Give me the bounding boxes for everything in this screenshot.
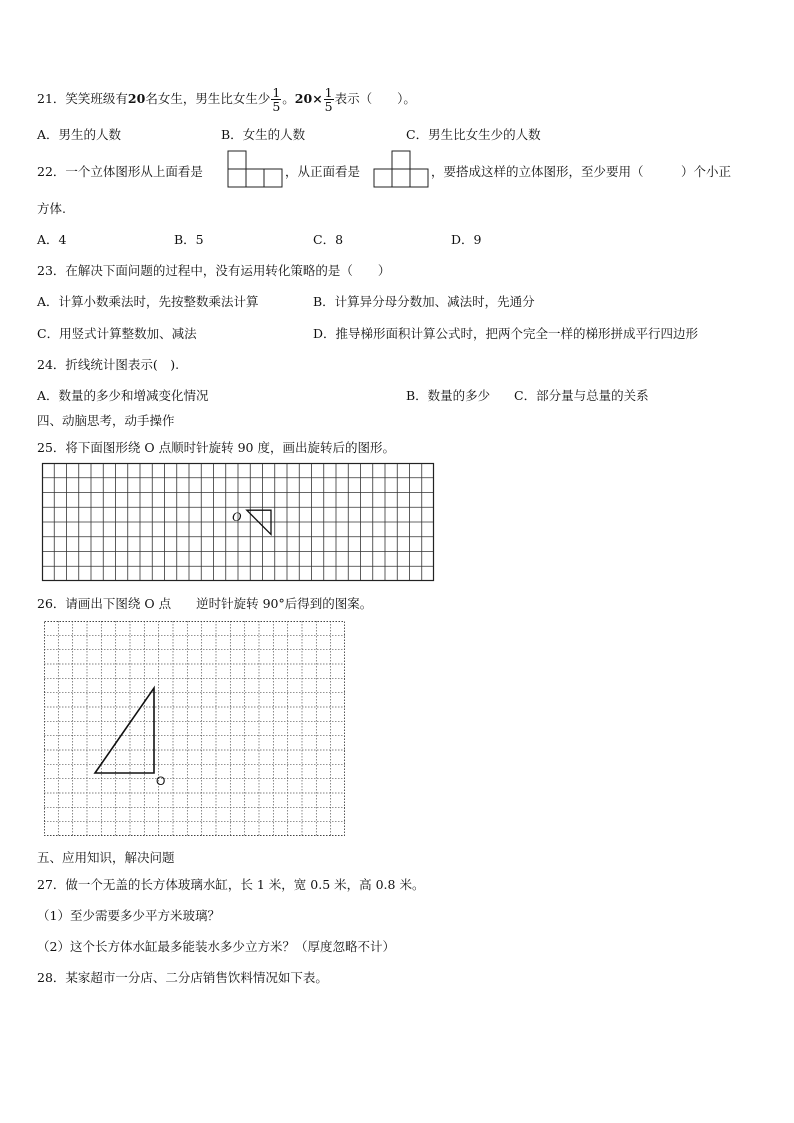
q21-mid: 名女生，男生比女生少 [145,91,271,106]
section-5-heading: 五、应用知识，解决问题 [37,850,175,865]
q21-frac-den: 5 [272,99,281,114]
q21-frac2-num: 1 [324,85,333,100]
q21-fraction-2 [324,86,334,113]
q22-option-d[interactable]: D．9 [451,232,482,247]
q22-stem-post: ，要搭成这样的立体图形，至少要用（ ）个小正 [431,164,732,179]
q21-fraction-1 [271,86,281,113]
q21-frac2-den: 5 [324,99,333,114]
q26-stem: 26．请画出下图绕 O 点 逆时针旋转 90°后得到的图案。 [37,596,373,611]
q22-option-a[interactable]: A．4 [37,232,67,247]
q24-option-b[interactable]: B．数量的多少 [406,388,491,403]
q27-sub-2: （2）这个长方体水缸最多能装水多少立方米？（厚度忽略不计） [37,939,395,954]
q22-option-b[interactable]: B．5 [174,232,204,247]
q23-option-a[interactable]: A．计算小数乘法时，先按整数乘法计算 [37,294,259,309]
q27-sub-1: （1）至少需要多少平方米玻璃？ [37,908,220,923]
section-4-heading: 四、动脑思考，动手操作 [37,413,175,428]
q24-option-c[interactable]: C．部分量与总量的关系 [514,388,649,403]
q21-frac-num: 1 [272,85,281,100]
q21-post: 表示（ ）。 [334,91,416,106]
q22-stem-pre: 22．一个立体图形从上面看是 [37,164,203,179]
q21-option-c[interactable]: C．男生比女生少的人数 [406,127,541,142]
q21-option-b[interactable]: B．女生的人数 [221,127,306,142]
q22-option-c[interactable]: C．8 [313,232,344,247]
q21-pre: 21．笑笑班级有 [37,91,128,106]
q21-expr: 20× [294,91,323,106]
q23-option-d[interactable]: D．推导梯形面积计算公式时，把两个完全一样的梯形拼成平行四边形 [313,326,699,341]
q24-option-a[interactable]: A．数量的多少和增减变化情况 [37,388,209,403]
front-view-icon [373,150,429,188]
q25-o-label: O [232,509,242,524]
q25-grid [42,463,434,581]
q23-option-b[interactable]: B．计算异分母分数加、减法时，先通分 [313,294,535,309]
q26-grid [44,621,345,836]
q24-stem: 24．折线统计图表示( ). [37,357,180,372]
q28-stem: 28．某家超市一分店、二分店销售饮料情况如下表。 [37,970,328,985]
q21-count: 20 [127,91,146,106]
q25-stem: 25．将下面图形绕 O 点顺时针旋转 90 度，画出旋转后的图形。 [37,440,395,455]
q21-stem [37,86,416,113]
top-view-icon [227,150,283,188]
q23-stem: 23．在解决下面问题的过程中，没有运用转化策略的是（ ） [37,263,391,278]
q23-option-c[interactable]: C．用竖式计算整数加、减法 [37,326,197,341]
q21-dot: 。 [282,91,295,106]
q22-stem-line2: 方体. [37,201,66,216]
q27-stem: 27．做一个无盖的长方体玻璃水缸，长 1 米，宽 0.5 米，高 0.8 米。 [37,877,425,892]
q26-o-label: O [156,774,166,788]
q22-stem-mid: ，从正面看是 [285,164,361,179]
q21-option-a[interactable]: A．男生的人数 [37,127,122,142]
q26-triangle [95,688,154,773]
